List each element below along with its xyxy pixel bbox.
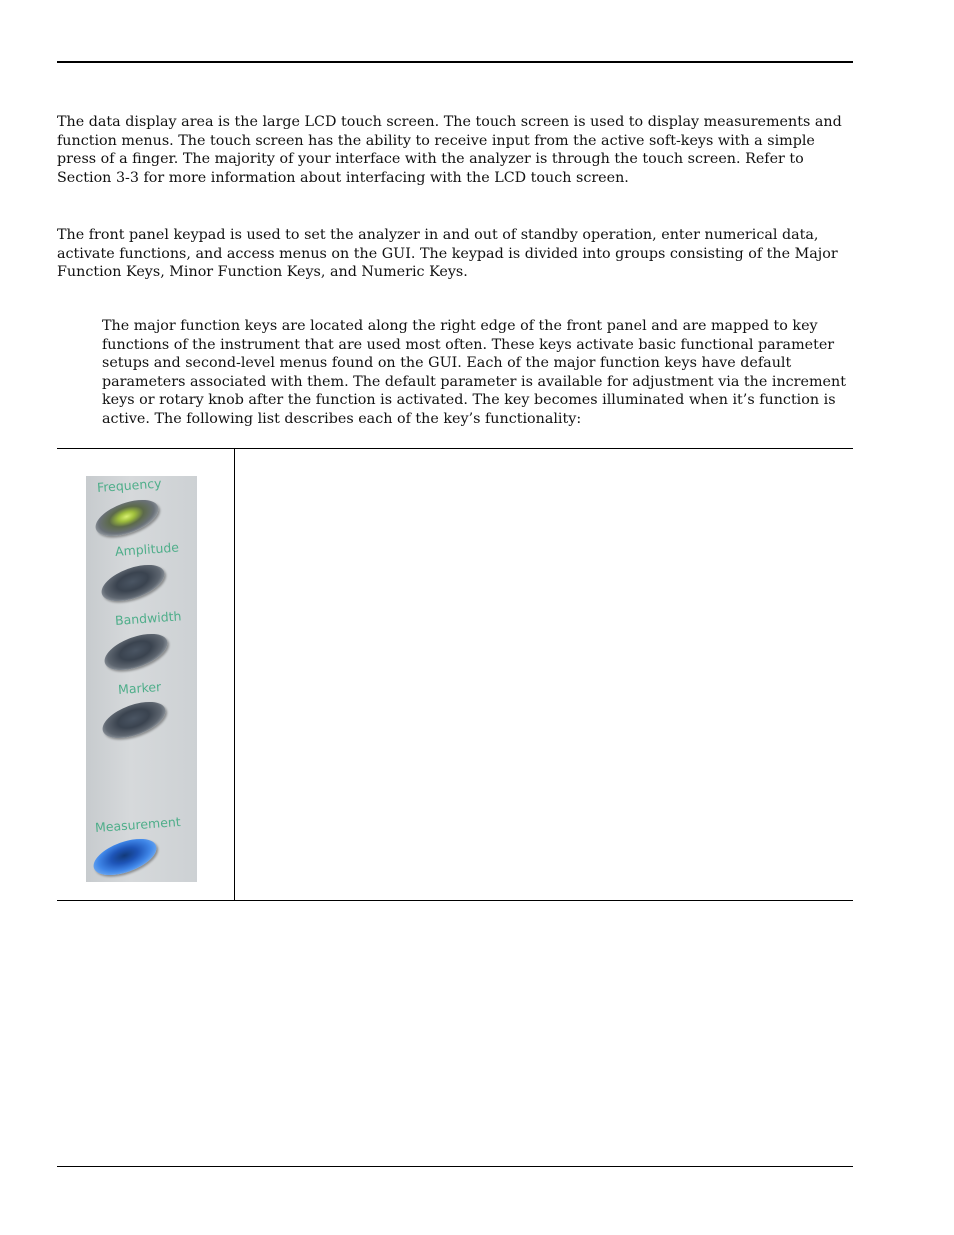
major-function-keys-photo [86, 476, 197, 882]
major-function-keys-table [57, 448, 853, 901]
frequency-key-icon [91, 493, 163, 544]
bandwidth-key-label: Bandwidth [114, 608, 182, 628]
amplitude-key-label: Amplitude [114, 539, 180, 559]
bandwidth-key-icon [100, 627, 172, 678]
display-area-paragraph: The data display area is the large LCD touch screen. The touch screen is used to display measurements and function menus. The touch screen has the ability to receive input from the active soft-keys with a simple press of a finger. The majority of your interface with the analyzer is through the touch screen. Refer to Section 3-3 for more information about interfacing with the LCD touch screen. [57, 114, 842, 186]
major-function-keys-paragraph: The major function keys are located along the right edge of the front panel and are mapped to key functions of the instrument that are used most often. These keys activate basic functional parameter setups and second-level menus found on the GUI. Each of the major function keys have default parameters associated with them. The default parameter is available for adjustment via the increment keys or rotary knob after the function is activated. The key becomes illuminated when it’s function is active. The following list describes each of the key’s functionality: [102, 318, 846, 427]
measurement-key-label: Measurement [94, 814, 182, 835]
header-rule [57, 61, 853, 63]
footer-rule [57, 1166, 853, 1167]
frequency-key-label: Frequency [96, 476, 162, 495]
front-panel-keypad-paragraph: The front panel keypad is used to set the analyzer in and out of standby operation, enter numerical data, activate functions, and access menus on the GUI. The keypad is divided into groups consisting of the Major Function Keys, Minor Function Keys, and Numeric Keys. [57, 227, 838, 281]
marker-key-label: Marker [117, 679, 162, 697]
table-bottom-border [57, 900, 853, 901]
table-description-cell [235, 449, 853, 900]
measurement-key-icon [89, 832, 161, 882]
marker-key-icon [98, 695, 170, 746]
amplitude-key-icon [97, 558, 169, 609]
